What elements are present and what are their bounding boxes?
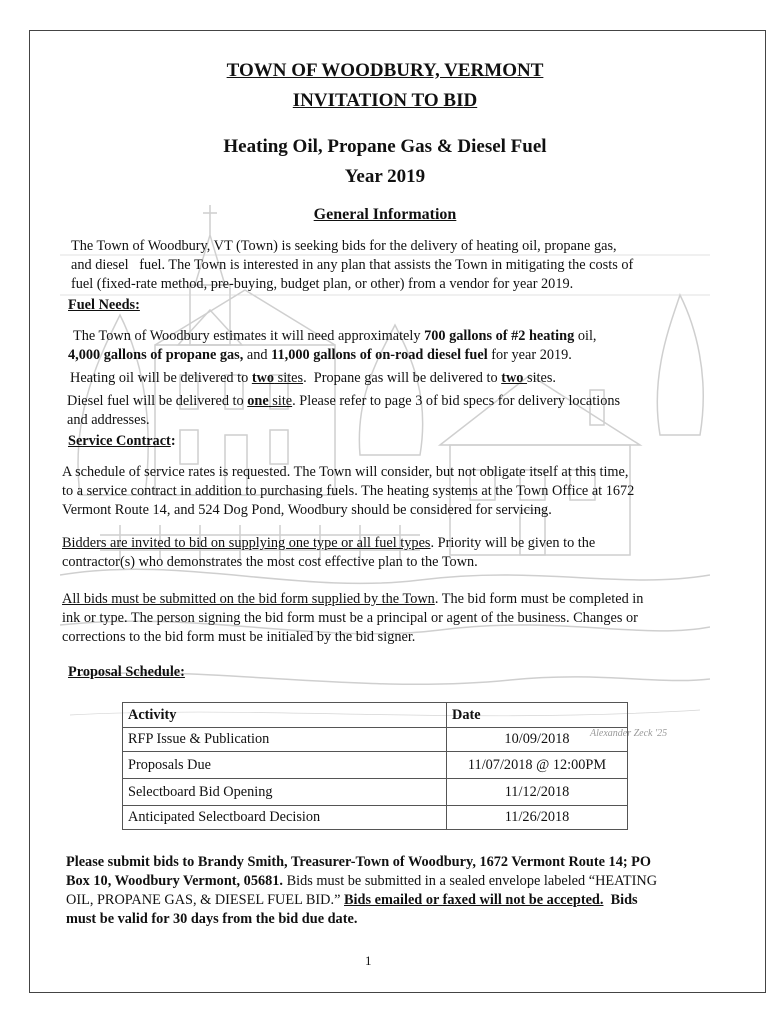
bid-heading: Heating Oil, Propane Gas & Diesel Fuel <box>223 136 547 157</box>
submission-text: . The bid form must be completed in <box>434 591 644 607</box>
closing-line-1: Please submit bids to Brandy Smith, Treasurer-Town of Woodbury, 1672 Vermont Route 14; PO <box>66 854 652 870</box>
heating-oil-delivery <box>70 369 556 389</box>
bidders-underlined: Bidders are invited to bid on supplying one type or all fuel types <box>62 535 431 551</box>
document-title: TOWN OF WOODBURY, VERMONT <box>226 60 544 81</box>
table-row <box>123 779 628 806</box>
table-header-row <box>123 703 628 728</box>
closing-bold: Bids <box>603 892 638 908</box>
date-cell: 11/07/2018 @ 12:00PM <box>447 752 628 779</box>
propane-amount: 4,000 gallons of propane gas, <box>68 347 244 363</box>
service-contract-heading: Service Contract <box>68 433 171 449</box>
closing-text: OIL, PROPANE GAS, & DIESEL FUEL BID.” <box>66 892 344 908</box>
activity-cell: RFP Issue & Publication <box>123 728 447 752</box>
fuel-text: and <box>243 347 272 363</box>
table-row <box>123 728 628 752</box>
closing-text: Bids must be submitted in a sealed envelope labeled “HEATING <box>283 873 658 889</box>
delivery-text: Heating oil will be delivered to <box>70 370 252 386</box>
colon: : <box>170 433 176 449</box>
submission-line-2: ink or type. The person signing the bid form must be a principal or agent of the business. Changes or <box>62 610 638 626</box>
date-column-header: Date <box>447 703 628 728</box>
activity-cell: Anticipated Selectboard Decision <box>123 806 447 830</box>
general-line-3: fuel (fixed-rate method, pre-buying, budget plan, or other) from a vendor for year 2019. <box>71 276 574 292</box>
delivery-text: Diesel fuel will be delivered to <box>67 393 248 409</box>
page-number: 1 <box>365 953 372 968</box>
date-cell: 11/26/2018 <box>447 806 628 830</box>
service-contract-heading-wrap <box>68 433 176 450</box>
closing-line-2 <box>66 872 657 892</box>
fuel-needs-line-1 <box>73 327 597 347</box>
service-line-3: Vermont Route 14, and 524 Dog Pond, Woodbury should be considered for servicing. <box>62 502 552 518</box>
two-emphasis: two <box>501 370 528 386</box>
diesel-delivery-line-2: and addresses. <box>67 412 150 428</box>
fuel-text: oil, <box>574 328 597 344</box>
diesel-amount: 11,000 gallons of on-road diesel fuel <box>271 347 488 363</box>
delivery-text: . Propane gas will be delivered to <box>303 370 502 386</box>
fuel-text: The Town of Woodbury estimates it will need approximately <box>73 328 425 344</box>
closing-bold: Box 10, Woodbury Vermont, 05681. <box>66 873 284 889</box>
closing-line-3 <box>66 891 638 911</box>
submission-line-3: corrections to the bid form must be initialed by the bid signer. <box>62 629 416 645</box>
sites-underlined: sites <box>274 370 304 386</box>
general-information-heading: General Information <box>313 206 457 223</box>
submission-underlined: All bids must be submitted on the bid form supplied by the Town <box>62 591 435 607</box>
delivery-text: sites. <box>527 370 557 386</box>
general-line-1: The Town of Woodbury, VT (Town) is seeking bids for the delivery of heating oil, propane gas, <box>71 238 617 254</box>
two-sites-emphasis: two <box>251 370 275 386</box>
fuel-needs-line-2 <box>68 346 572 366</box>
submission-line-1 <box>62 590 643 610</box>
document-subtitle: INVITATION TO BID <box>292 90 478 111</box>
delivery-text: . Please refer to page 3 of bid specs for delivery locations <box>292 393 621 409</box>
date-cell: 11/12/2018 <box>447 779 628 806</box>
one-site-emphasis: one <box>247 393 269 409</box>
fuel-needs-heading: Fuel Needs: <box>68 297 140 313</box>
proposal-schedule-table <box>122 702 628 830</box>
diesel-delivery-line-1 <box>67 392 620 412</box>
bidders-line-2: contractor(s) who demonstrates the most cost effective plan to the Town. <box>62 554 478 570</box>
table-row <box>123 752 628 779</box>
service-line-2: to a service contract in addition to purchasing fuels. The heating systems at the Town Office at 1672 <box>62 483 635 499</box>
bidders-text: . Priority will be given to the <box>430 535 596 551</box>
activity-cell: Selectboard Bid Opening <box>123 779 447 806</box>
proposal-schedule-heading: Proposal Schedule: <box>68 664 185 680</box>
table-row <box>123 806 628 830</box>
closing-line-4: must be valid for 30 days from the bid due date. <box>66 911 358 927</box>
date-cell: 10/09/2018 <box>447 728 628 752</box>
heating-oil-amount: 700 gallons of #2 heating <box>424 328 575 344</box>
site-underlined: site <box>268 393 293 409</box>
artist-signature: Alexander Zeck '25 <box>590 728 668 739</box>
activity-cell: Proposals Due <box>123 752 447 779</box>
bid-year: Year 2019 <box>344 166 426 187</box>
general-line-2: and diesel fuel. The Town is interested in any plan that assists the Town in mitigating the costs of <box>71 257 634 273</box>
fuel-text: for year 2019. <box>487 347 572 363</box>
no-email-fax-warning: Bids emailed or faxed will not be accepted. <box>344 892 604 908</box>
bidders-line-1 <box>62 534 595 554</box>
activity-column-header: Activity <box>123 703 447 728</box>
service-line-1: A schedule of service rates is requested. The Town will consider, but not obligate itself at this time, <box>62 464 629 480</box>
